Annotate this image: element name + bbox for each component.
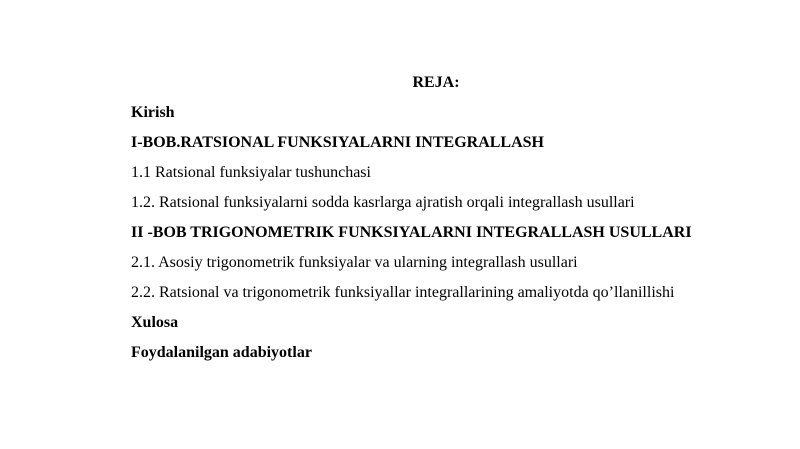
toc-item-conclusion: Xulosa — [131, 314, 179, 331]
toc-item-references: Foydalanilgan adabiyotlar — [131, 344, 312, 361]
toc-item-section-2-2: 2.2. Ratsional va trigonometrik funksiyallar integrallarining amaliyotda qo’llanillishi — [131, 284, 675, 301]
toc-item-section-1-1: 1.1 Ratsional funksiyalar tushunchasi — [131, 164, 371, 181]
page-title: REJA: — [412, 74, 460, 91]
toc-item-introduction: Kirish — [131, 104, 175, 121]
toc-item-section-1-2: 1.2. Ratsional funksiyalarni sodda kasrlarga ajratish orqali integrallash usullari — [131, 194, 635, 211]
table-of-contents — [131, 102, 692, 372]
toc-item-section-2-1: 2.1. Asosiy trigonometrik funksiyalar va ularning integrallash usullari — [131, 254, 578, 271]
toc-item-chapter-2: II -BOB TRIGONOMETRIK FUNKSIYALARNI INTEGRALLASH USULLARI — [131, 224, 692, 241]
toc-item-chapter-1: I-BOB.RATSIONAL FUNKSIYALARNI INTEGRALLASH — [131, 134, 544, 151]
